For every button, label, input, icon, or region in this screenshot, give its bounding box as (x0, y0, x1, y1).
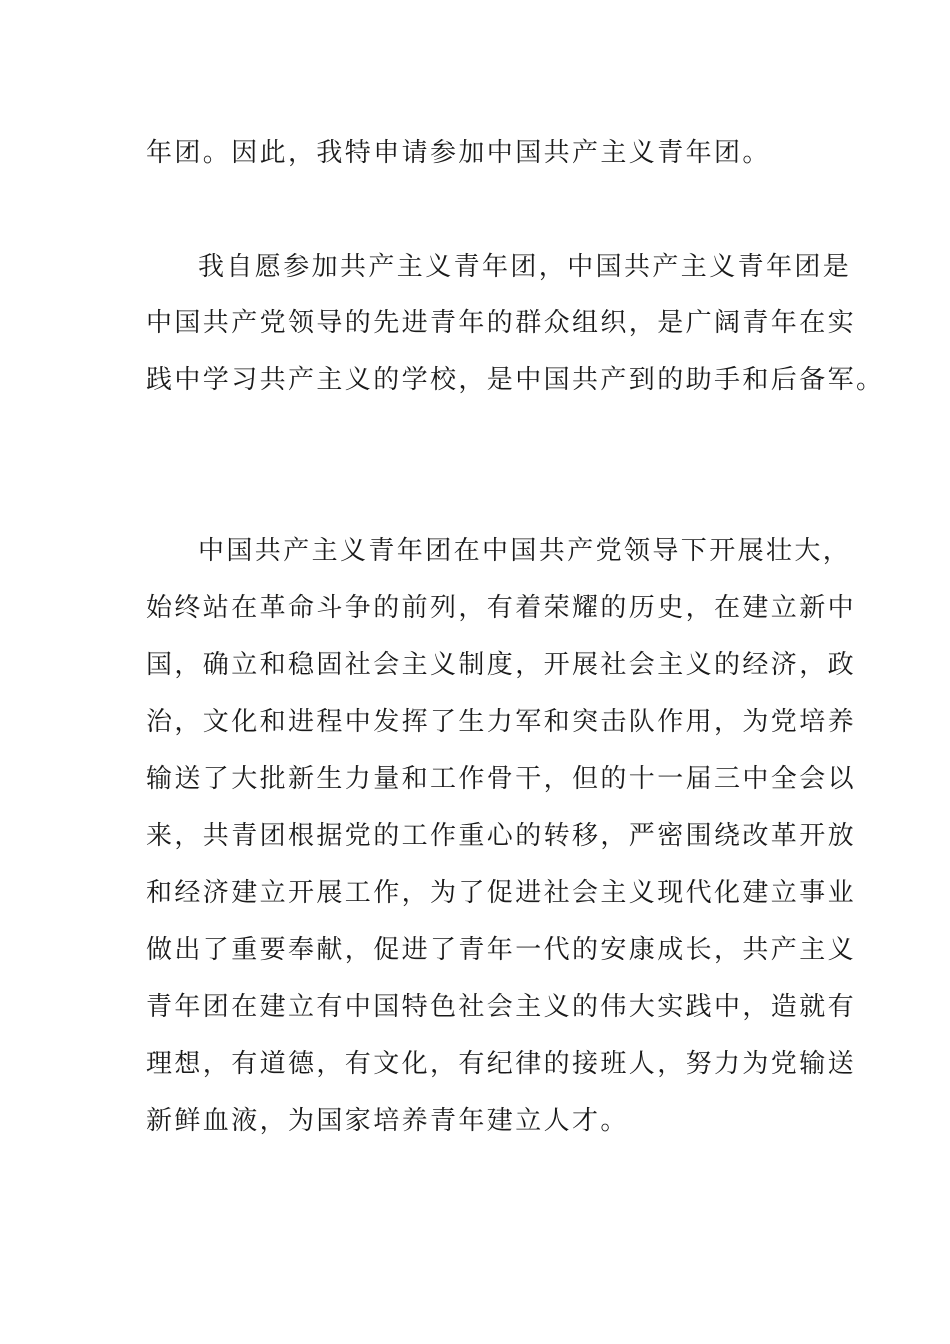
paragraph-3-line-5: 输送了大批新生力量和工作骨干，但的十一届三中全会以 (146, 764, 857, 794)
paragraph-3-line-3: 国，确立和稳固社会主义制度，开展社会主义的经济，政 (146, 650, 857, 680)
paragraph-3-line-6: 来，共青团根据党的工作重心的转移，严密围绕改革开放 (146, 821, 857, 851)
paragraph-3-line-2: 始终站在革命斗争的前列，有着荣耀的历史，在建立新中 (146, 593, 857, 623)
paragraph-2-line-3: 践中学习共产主义的学校，是中国共产到的助手和后备军。 (146, 365, 885, 395)
paragraph-2-line-2: 中国共产党领导的先进青年的群众组织，是广阔青年在实 (146, 308, 857, 338)
paragraph-3-line-9: 青年团在建立有中国特色社会主义的伟大实践中，造就有 (146, 992, 857, 1022)
paragraph-3-line-4: 治，文化和进程中发挥了生力军和突击队作用，为党培养 (146, 707, 857, 737)
paragraph-3-line-10: 理想，有道德，有文化，有纪律的接班人，努力为党输送 (146, 1049, 857, 1079)
paragraph-3-line-7: 和经济建立开展工作，为了促进社会主义现代化建立事业 (146, 878, 857, 908)
paragraph-3-line-8: 做出了重要奉献，促进了青年一代的安康成长，共产主义 (146, 935, 857, 965)
paragraph-3-line-11: 新鲜血液，为国家培养青年建立人才。 (146, 1106, 629, 1136)
paragraph-2-line-1: 我自愿参加共产主义青年团，中国共产主义青年团是 (198, 252, 852, 282)
paragraph-3-line-1: 中国共产主义青年团在中国共产党领导下开展壮大， (198, 536, 852, 566)
paragraph-1-line-1: 年团。因此，我特申请参加中国共产主义青年团。 (146, 138, 771, 168)
